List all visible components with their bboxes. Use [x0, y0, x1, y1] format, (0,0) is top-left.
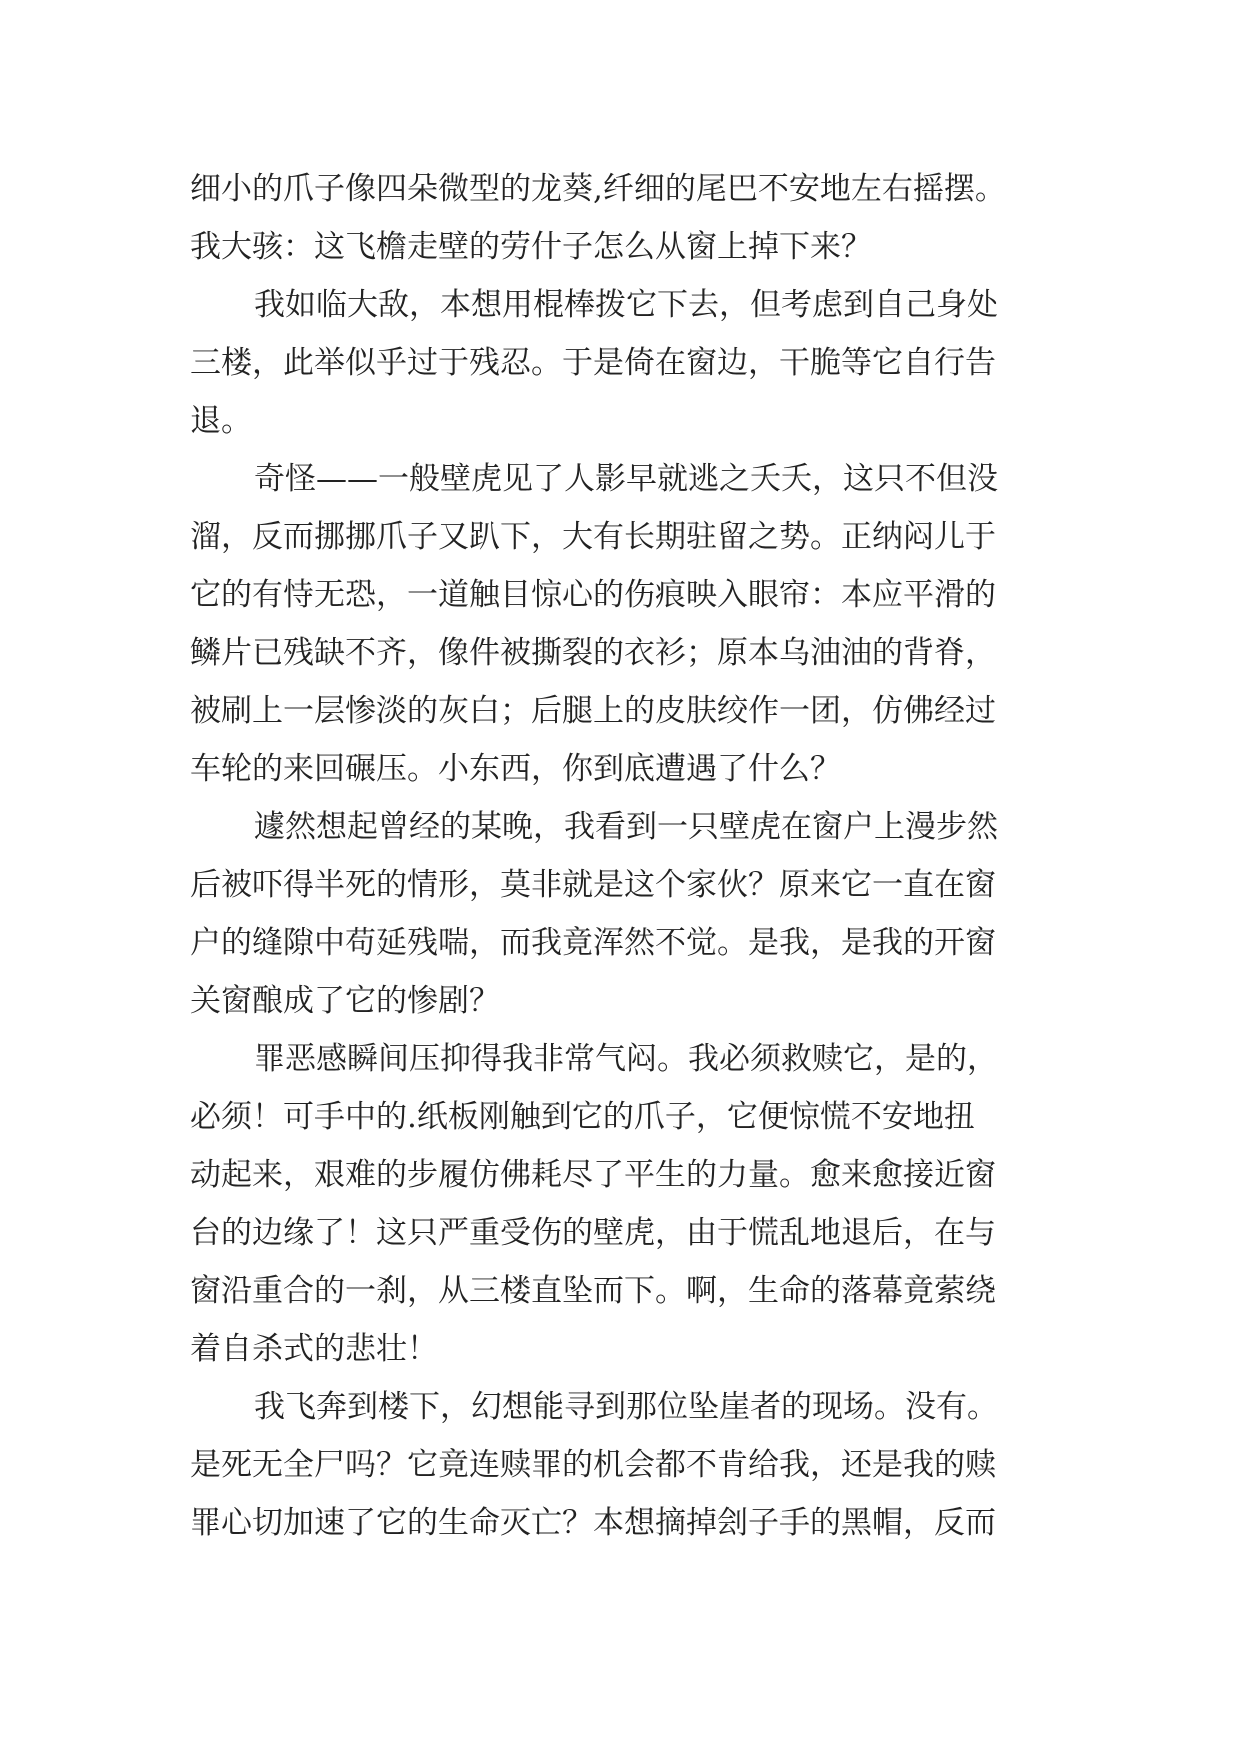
text-line: 窗沿重合的一刹，从三楼直坠而下。啊，生命的落幕竟萦绕: [190, 1273, 996, 1309]
text-line: 三楼，此举似乎过于残忍。于是倚在窗边，干脆等它自行告: [190, 345, 996, 381]
text-line: 必须！可手中的.纸板刚触到它的爪子，它便惊慌不安地扭: [190, 1099, 975, 1135]
text-line: 我大骇：这飞檐走壁的劳什子怎么从窗上掉下来？: [190, 229, 872, 265]
text-line: 我飞奔到楼下，幻想能寻到那位坠崖者的现场。没有。: [254, 1389, 998, 1425]
text-line: 关窗酿成了它的惨剧？: [190, 983, 500, 1019]
essay-text: [190, 160, 1090, 1552]
text-line: 后被吓得半死的情形，莫非就是这个家伙？原来它一直在窗: [190, 867, 996, 903]
text-line: 车轮的来回碾压。小东西，你到底遭遇了什么？: [190, 751, 841, 787]
text-line: 遽然想起曾经的某晚，我看到一只壁虎在窗户上漫步然: [254, 809, 998, 845]
text-line: 鳞片已残缺不齐，像件被撕裂的衣衫；原本乌油油的背脊，: [190, 635, 996, 671]
text-line: 着自杀式的悲壮！: [190, 1331, 438, 1367]
text-line: 溜，反而挪挪爪子又趴下，大有长期驻留之势。正纳闷儿于: [190, 519, 996, 555]
text-line: 是死无全尸吗？它竟连赎罪的机会都不肯给我，还是我的赎: [190, 1447, 996, 1483]
text-line: 细小的爪子像四朵微型的龙葵,纤细的尾巴不安地左右摇摆。: [190, 171, 1006, 207]
text-line: 我如临大敌，本想用棍棒拨它下去，但考虑到自己身处: [254, 287, 998, 323]
text-line: 奇怪——一般壁虎见了人影早就逃之夭夭，这只不但没: [254, 461, 998, 497]
text-line: 罪恶感瞬间压抑得我非常气闷。我必须救赎它，是的，: [254, 1041, 998, 1077]
text-line: 被刷上一层惨淡的灰白；后腿上的皮肤绞作一团，仿佛经过: [190, 693, 996, 729]
text-line: 动起来，艰难的步履仿佛耗尽了平生的力量。愈来愈接近窗: [190, 1157, 996, 1193]
text-line: 罪心切加速了它的生命灭亡？本想摘掉刽子手的黑帽，反而: [190, 1505, 996, 1541]
text-line: 台的边缘了！这只严重受伤的壁虎，由于慌乱地退后，在与: [190, 1215, 996, 1251]
text-line: 退。: [190, 403, 252, 439]
text-line: 它的有恃无恐，一道触目惊心的伤痕映入眼帘：本应平滑的: [190, 577, 996, 613]
text-line: 户的缝隙中苟延残喘，而我竟浑然不觉。是我，是我的开窗: [190, 925, 996, 961]
